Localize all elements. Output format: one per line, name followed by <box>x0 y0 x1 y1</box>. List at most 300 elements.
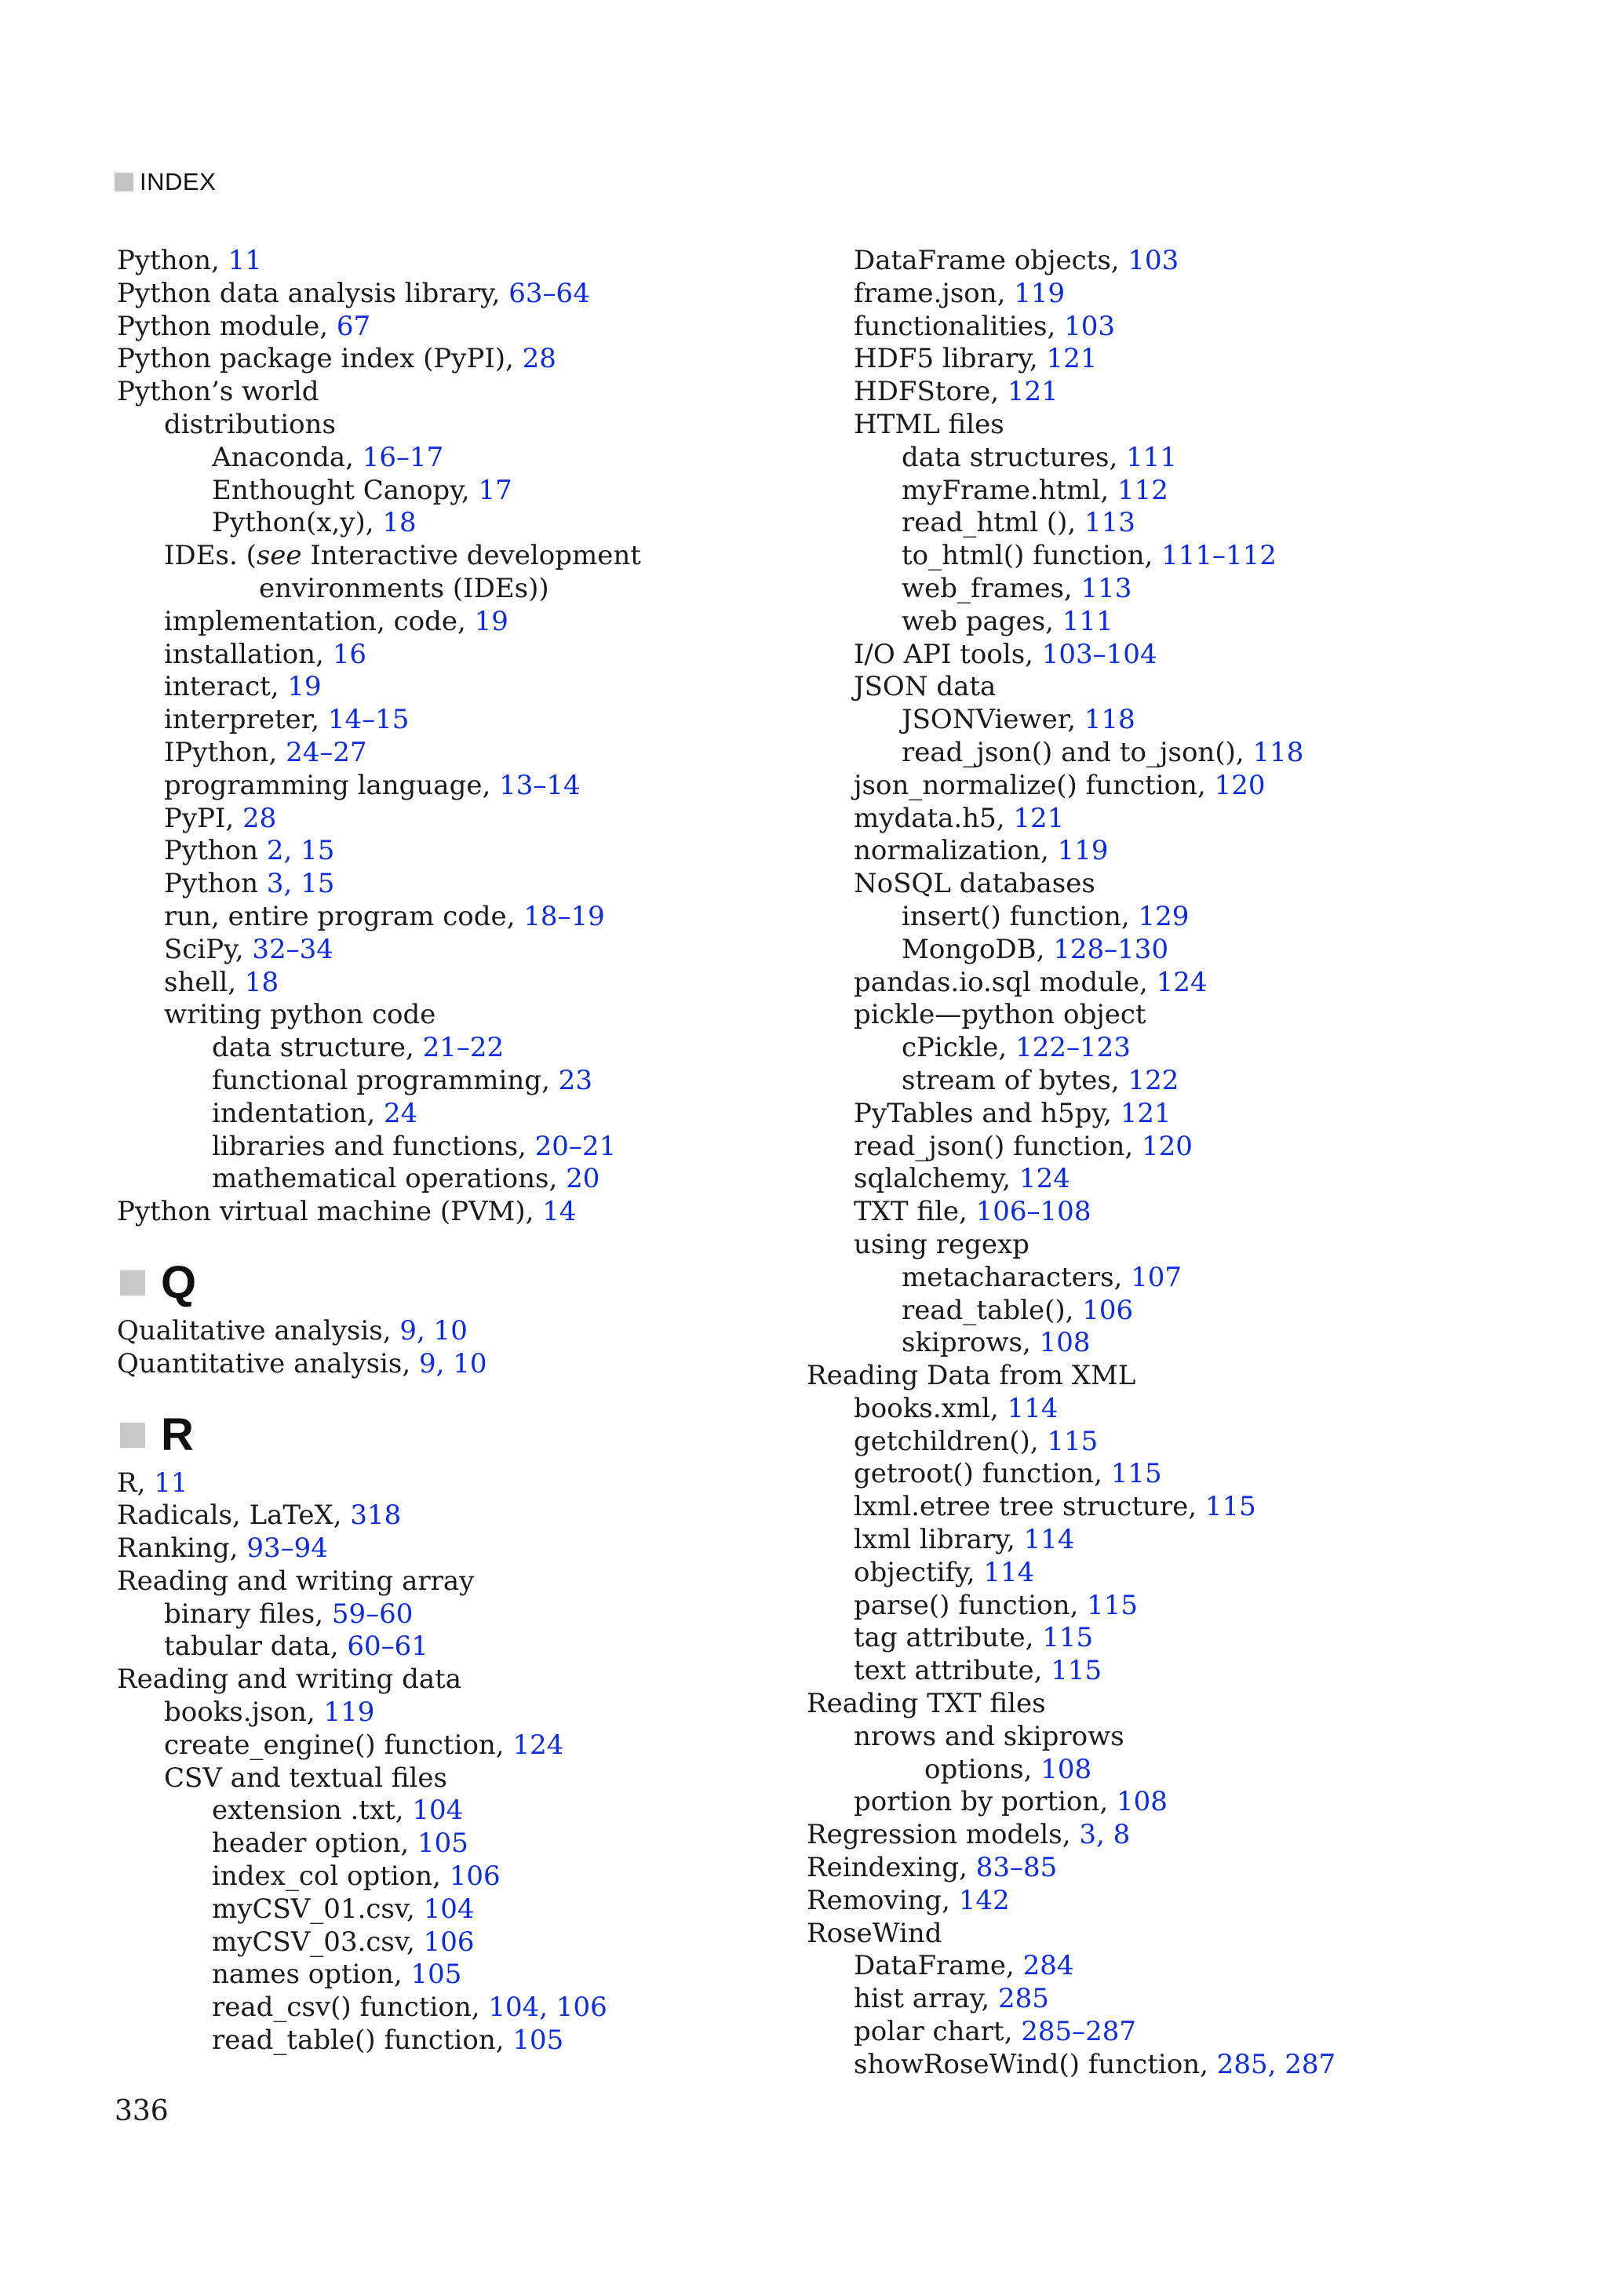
page-reference-link[interactable]: 111–112 <box>1161 540 1277 572</box>
page-reference-link[interactable]: 114 <box>1007 1392 1059 1424</box>
index-entry <box>117 1828 807 1860</box>
page-reference-link[interactable]: 285 <box>998 1983 1049 2015</box>
index-term: Radicals, LaTeX, <box>117 1500 351 1532</box>
page-reference-link[interactable]: 67 <box>336 310 371 342</box>
page-reference-link[interactable]: 105 <box>417 1828 468 1860</box>
index-entry <box>807 1032 1497 1065</box>
index-term: Reading and writing array <box>117 1565 475 1597</box>
index-entry <box>117 507 807 540</box>
page-reference-link[interactable]: 129 <box>1138 900 1190 932</box>
index-entry <box>117 999 807 1032</box>
page-reference-link[interactable]: 11 <box>154 1467 188 1499</box>
index-term: indentation, <box>212 1097 384 1129</box>
index-entry <box>807 1393 1497 1426</box>
index-term: Python(x,y), <box>212 507 383 539</box>
page-reference-link[interactable]: 118 <box>1252 736 1304 768</box>
index-entry <box>117 1992 807 2024</box>
page-reference-link[interactable]: 115 <box>1204 1491 1256 1523</box>
index-entry <box>117 1696 807 1729</box>
page-reference-link[interactable]: 24–27 <box>286 736 367 768</box>
section-letter: R <box>161 1409 194 1460</box>
index-term: HTML files <box>854 408 1004 440</box>
page-reference-link[interactable]: 17 <box>478 474 512 506</box>
index-entry <box>117 1893 807 1926</box>
page-reference-link[interactable]: 112 <box>1117 474 1168 506</box>
section-heading-q <box>117 1240 807 1315</box>
index-term: myCSV_03.csv, <box>212 1926 424 1958</box>
index-term: DataFrame, <box>854 1950 1023 1982</box>
section-letter: Q <box>161 1257 197 1309</box>
index-entry <box>807 1819 1497 1852</box>
page-reference-link[interactable]: 23 <box>558 1064 592 1096</box>
index-entry <box>807 376 1497 409</box>
index-term: binary files, <box>164 1598 332 1630</box>
index-term: index_col option, <box>212 1860 450 1893</box>
index-entry <box>117 934 807 967</box>
index-term: read_table() function, <box>212 2024 513 2057</box>
index-entry <box>807 671 1497 704</box>
page-reference-link[interactable]: 108 <box>1040 1753 1092 1785</box>
index-term: parse() function, <box>854 1589 1088 1621</box>
page-reference-link[interactable]: 63–64 <box>508 277 590 309</box>
index-entry <box>807 639 1497 672</box>
index-term: JSON data <box>854 671 997 703</box>
index-term: read_html (), <box>902 507 1085 539</box>
page-reference-link[interactable]: 285, 287 <box>1216 2048 1336 2080</box>
page-reference-link[interactable]: 19 <box>474 605 508 637</box>
page-number: 336 <box>115 2095 169 2127</box>
index-entry <box>807 1754 1497 1787</box>
index-term: insert() function, <box>902 900 1139 932</box>
index-term: RoseWind <box>807 1917 942 1949</box>
index-term: run, entire program code, <box>164 900 524 932</box>
index-term: IDEs. (see Interactive development <box>164 540 641 572</box>
index-entry <box>807 1786 1497 1819</box>
page-reference-link[interactable]: 104 <box>412 1795 464 1827</box>
index-entry <box>117 409 807 442</box>
index-entry <box>117 1098 807 1131</box>
page-reference-link[interactable]: 115 <box>1051 1655 1102 1687</box>
index-entry <box>807 1163 1497 1196</box>
page-reference-link[interactable]: 28 <box>522 343 556 375</box>
index-entry <box>807 704 1497 737</box>
index-term: Python, <box>117 245 228 276</box>
index-term: Python package index (PyPI), <box>117 343 523 375</box>
page-reference-link[interactable]: 32–34 <box>252 933 333 965</box>
index-entry <box>807 868 1497 901</box>
index-entry <box>807 1688 1497 1721</box>
index-term: read_table(), <box>902 1294 1083 1326</box>
index-entry <box>117 376 807 409</box>
index-entry <box>117 1500 807 1532</box>
index-entry <box>117 1631 807 1664</box>
index-entry <box>117 1032 807 1065</box>
index-term: mydata.h5, <box>854 802 1014 834</box>
page-reference-link[interactable]: 285–287 <box>1021 2016 1136 2048</box>
page-reference-link[interactable]: 16–17 <box>362 441 444 473</box>
page-reference-link[interactable]: 106 <box>423 1926 475 1958</box>
index-entry <box>117 1467 807 1500</box>
page-reference-link[interactable]: 103–104 <box>1041 638 1157 670</box>
index-entry <box>807 343 1497 376</box>
index-entry <box>807 1557 1497 1590</box>
index-entry <box>807 1196 1497 1229</box>
index-term: Reading Data from XML <box>807 1360 1136 1392</box>
index-entry <box>807 999 1497 1032</box>
index-term: web_frames, <box>902 572 1081 604</box>
page-reference-link[interactable]: 18 <box>382 507 417 539</box>
section-heading-r <box>117 1392 807 1467</box>
page-reference-link[interactable]: 3, 8 <box>1079 1819 1131 1851</box>
index-term: HDF5 library, <box>854 343 1047 375</box>
index-entry <box>807 475 1497 508</box>
index-term: Python <box>164 835 267 867</box>
index-entry <box>807 1426 1497 1459</box>
page-reference-link[interactable]: 106 <box>449 1860 501 1893</box>
index-term: functionalities, <box>854 310 1065 342</box>
page-reference-link[interactable]: 115 <box>1047 1425 1099 1457</box>
index-entry <box>807 835 1497 868</box>
right-index-column <box>807 245 1497 2082</box>
index-entry <box>117 639 807 672</box>
index-term: interpreter, <box>164 704 328 736</box>
page-reference-link[interactable]: 121 <box>1046 343 1098 375</box>
index-term: IPython, <box>164 736 286 768</box>
index-term: cPickle, <box>902 1032 1016 1064</box>
index-entry <box>807 1098 1497 1131</box>
index-entry <box>117 442 807 475</box>
index-entry <box>117 1795 807 1828</box>
page-reference-link[interactable]: 18 <box>244 966 279 998</box>
page-reference-link[interactable]: 105 <box>512 2024 564 2057</box>
index-term: Python data analysis library, <box>117 277 509 309</box>
index-entry <box>807 1360 1497 1393</box>
index-term: mathematical operations, <box>212 1163 567 1195</box>
page-reference-link[interactable]: 124 <box>512 1729 564 1761</box>
index-term: skiprows, <box>902 1327 1040 1359</box>
index-term: myCSV_01.csv, <box>212 1893 424 1925</box>
index-entry <box>807 409 1497 442</box>
page-reference-link[interactable]: 318 <box>350 1500 402 1532</box>
page-reference-link[interactable]: 115 <box>1042 1622 1094 1654</box>
index-term: PyPI, <box>164 802 243 834</box>
index-entry <box>117 1315 807 1348</box>
index-term: Qualitative analysis, <box>117 1314 400 1347</box>
index-entry <box>117 704 807 737</box>
index-term: PyTables and h5py, <box>854 1097 1121 1129</box>
index-entry <box>807 1131 1497 1164</box>
index-term: nrows and skiprows <box>854 1720 1124 1752</box>
index-term: options, <box>924 1753 1041 1785</box>
index-term: getchildren(), <box>854 1425 1048 1457</box>
page-reference-link[interactable]: 115 <box>1087 1589 1139 1621</box>
index-term: installation, <box>164 638 333 670</box>
index-entry <box>807 1655 1497 1688</box>
index-term: sqlalchemy, <box>854 1163 1019 1195</box>
page-reference-link[interactable]: 120 <box>1142 1130 1193 1162</box>
index-entry <box>117 1729 807 1762</box>
page-reference-link[interactable]: 121 <box>1013 802 1065 834</box>
index-term: json_normalize() function, <box>854 769 1215 801</box>
index-entry <box>807 1950 1497 1983</box>
index-entry <box>807 1852 1497 1885</box>
page-reference-link[interactable]: 13–14 <box>499 769 581 801</box>
index-entry <box>117 835 807 868</box>
page-reference-link[interactable]: 119 <box>1057 835 1109 867</box>
index-term: normalization, <box>854 835 1058 867</box>
index-entry <box>807 1262 1497 1295</box>
index-term: names option, <box>212 1959 411 1991</box>
index-term: Reading TXT files <box>807 1688 1046 1720</box>
index-entry <box>807 540 1497 573</box>
index-term: hist array, <box>854 1983 999 2015</box>
index-entry <box>807 770 1497 803</box>
page-reference-link[interactable]: 14–15 <box>327 704 410 736</box>
page-reference-link[interactable]: 124 <box>1156 966 1208 998</box>
index-term: CSV and textual files <box>164 1762 448 1794</box>
index-term: libraries and functions, <box>212 1130 535 1162</box>
index-entry <box>117 245 807 278</box>
page-reference-link[interactable]: 121 <box>1007 376 1059 408</box>
page-reference-link[interactable]: 104 <box>423 1893 475 1925</box>
page-reference-link[interactable]: 104, 106 <box>488 1992 607 2024</box>
index-term: interact, <box>164 671 288 703</box>
index-term: create_engine() function, <box>164 1729 513 1761</box>
page-reference-link[interactable]: 60–61 <box>347 1631 428 1663</box>
index-entry <box>807 606 1497 639</box>
index-entry <box>117 868 807 901</box>
index-term: portion by portion, <box>854 1786 1117 1818</box>
page-reference-link[interactable]: 83–85 <box>975 1852 1058 1884</box>
page-reference-link[interactable]: 24 <box>384 1097 418 1129</box>
index-entry <box>117 1598 807 1631</box>
page-reference-link[interactable]: 113 <box>1080 572 1132 604</box>
index-term: environments (IDEs)) <box>259 572 549 604</box>
index-entry <box>117 540 807 573</box>
index-term: writing python code <box>164 999 436 1031</box>
index-entry <box>807 934 1497 967</box>
index-entry <box>117 770 807 803</box>
index-entry <box>117 573 807 606</box>
index-term: Removing, <box>807 1884 959 1916</box>
section-square-icon <box>120 1270 145 1296</box>
page-reference-link[interactable]: 284 <box>1022 1950 1074 1982</box>
index-entry <box>117 1348 807 1381</box>
page-reference-link[interactable]: 111 <box>1062 605 1113 637</box>
index-entry <box>807 1327 1497 1360</box>
index-entry <box>807 311 1497 344</box>
index-term: Python module, <box>117 310 337 342</box>
index-term: pickle—python object <box>854 999 1146 1031</box>
page-reference-link[interactable]: 28 <box>242 802 277 834</box>
index-entry <box>117 1664 807 1696</box>
index-term: read_csv() function, <box>212 1992 489 2024</box>
index-term: JSONViewer, <box>902 704 1084 736</box>
index-entry <box>117 278 807 311</box>
page-reference-link[interactable]: 122 <box>1128 1064 1179 1096</box>
index-term: getroot() function, <box>854 1458 1111 1490</box>
index-term: read_json() function, <box>854 1130 1142 1162</box>
index-term: showRoseWind() function, <box>854 2048 1217 2080</box>
page-reference-link[interactable]: 119 <box>1014 277 1066 309</box>
page-reference-link[interactable]: 106–108 <box>975 1196 1091 1228</box>
page-reference-link[interactable]: 14 <box>542 1196 577 1228</box>
index-entry <box>117 671 807 704</box>
index-entry <box>117 1860 807 1893</box>
index-entry <box>807 2049 1497 2082</box>
index-entry <box>117 2024 807 2057</box>
page-reference-link[interactable]: 115 <box>1110 1458 1162 1490</box>
page-reference-link[interactable]: 103 <box>1128 245 1179 276</box>
index-entry <box>117 1065 807 1098</box>
index-term: objectify, <box>854 1556 984 1588</box>
index-term: header option, <box>212 1828 417 1860</box>
page-reference-link[interactable]: 9, 10 <box>399 1314 468 1347</box>
index-term: DataFrame objects, <box>854 245 1128 276</box>
index-term: NoSQL databases <box>854 868 1095 900</box>
page-reference-link[interactable]: 20 <box>566 1163 600 1195</box>
index-entry <box>807 1229 1497 1262</box>
index-term: lxml.etree tree structure, <box>854 1491 1205 1523</box>
index-term: shell, <box>164 966 245 998</box>
index-entry <box>117 803 807 836</box>
index-term: to_html() function, <box>902 540 1162 572</box>
page-reference-link[interactable]: 18–19 <box>523 900 605 932</box>
index-term: tag attribute, <box>854 1622 1043 1654</box>
index-entry <box>117 606 807 639</box>
index-term: programming language, <box>164 769 500 801</box>
index-term: Anaconda, <box>212 441 363 473</box>
index-term: using regexp <box>854 1228 1029 1260</box>
index-term: frame.json, <box>854 277 1015 309</box>
index-term: data structure, <box>212 1032 423 1064</box>
index-entry <box>117 1762 807 1795</box>
page-reference-link[interactable]: 121 <box>1120 1097 1172 1129</box>
index-entry <box>807 967 1497 1000</box>
index-term: polar chart, <box>854 2016 1022 2048</box>
index-term: read_json() and to_json(), <box>902 736 1253 768</box>
page-reference-link[interactable]: 119 <box>323 1696 375 1729</box>
index-entry <box>117 1565 807 1598</box>
index-term: stream of bytes, <box>902 1064 1128 1096</box>
left-index-column <box>117 245 807 2057</box>
running-header <box>115 168 216 196</box>
index-term: Python virtual machine (PVM), <box>117 1196 543 1228</box>
index-term: data structures, <box>902 441 1127 473</box>
index-term: extension .txt, <box>212 1795 413 1827</box>
index-entry <box>117 967 807 1000</box>
index-term: I/O API tools, <box>854 638 1042 670</box>
index-entry <box>117 737 807 770</box>
index-entry <box>807 1491 1497 1524</box>
page-reference-link[interactable]: 108 <box>1039 1327 1091 1359</box>
page-reference-link[interactable]: 128–130 <box>1053 933 1169 965</box>
index-entry <box>117 1163 807 1196</box>
index-entry <box>117 1959 807 1992</box>
index-entry <box>807 1524 1497 1557</box>
header-label: INDEX <box>140 168 217 195</box>
section-square-icon <box>120 1423 145 1448</box>
index-entry <box>807 442 1497 475</box>
index-term: Reading and writing data <box>117 1664 462 1696</box>
index-entry <box>807 245 1497 278</box>
index-term: functional programming, <box>212 1064 559 1096</box>
index-term: books.json, <box>164 1696 324 1729</box>
page-reference-link[interactable]: 21–22 <box>422 1032 505 1064</box>
index-term: Python <box>164 868 267 900</box>
page-reference-link[interactable]: 93–94 <box>246 1532 328 1565</box>
page-reference-link[interactable]: 103 <box>1064 310 1115 342</box>
index-entry <box>117 901 807 934</box>
index-term: Python’s world <box>117 376 319 408</box>
index-entry <box>117 1532 807 1565</box>
index-term: SciPy, <box>164 933 253 965</box>
page-reference-link[interactable]: 142 <box>958 1884 1010 1916</box>
index-term: lxml library, <box>854 1524 1024 1556</box>
index-term: books.xml, <box>854 1392 1008 1424</box>
page-reference-link[interactable]: 20–21 <box>534 1130 617 1162</box>
page-reference-link[interactable]: 114 <box>1023 1524 1075 1556</box>
index-term: text attribute, <box>854 1655 1051 1687</box>
page-reference-link[interactable]: 114 <box>983 1556 1035 1588</box>
index-entry <box>117 343 807 376</box>
index-term: web pages, <box>902 605 1062 637</box>
page-reference-link[interactable]: 2, 15 <box>266 835 335 867</box>
page-reference-link[interactable]: 16 <box>332 638 366 670</box>
index-entry <box>807 1458 1497 1491</box>
page-reference-link[interactable]: 3, 15 <box>266 868 335 900</box>
index-term: R, <box>117 1467 155 1499</box>
page-reference-link[interactable]: 107 <box>1131 1261 1182 1293</box>
index-entry <box>117 475 807 508</box>
index-term: metacharacters, <box>902 1261 1131 1293</box>
index-entry <box>807 573 1497 606</box>
page-reference-link[interactable]: 108 <box>1117 1786 1168 1818</box>
page-reference-link[interactable]: 118 <box>1084 704 1135 736</box>
index-entry <box>807 901 1497 934</box>
index-entry <box>807 507 1497 540</box>
page-reference-link[interactable]: 11 <box>228 245 262 276</box>
page-reference-link[interactable]: 111 <box>1126 441 1177 473</box>
index-entry <box>807 1721 1497 1754</box>
index-term: Quantitative analysis, <box>117 1347 419 1379</box>
page-reference-link[interactable]: 113 <box>1084 507 1135 539</box>
page-reference-link[interactable]: 122–123 <box>1015 1032 1131 1064</box>
page-reference-link[interactable]: 124 <box>1018 1163 1070 1195</box>
index-term: Ranking, <box>117 1532 247 1565</box>
page-reference-link[interactable]: 105 <box>410 1959 462 1991</box>
page-reference-link[interactable]: 59–60 <box>331 1598 414 1630</box>
index-term: HDFStore, <box>854 376 1008 408</box>
index-entry <box>807 278 1497 311</box>
index-entry <box>807 737 1497 770</box>
header-square-icon <box>115 173 133 191</box>
index-term: Reindexing, <box>807 1852 976 1884</box>
index-term: distributions <box>164 408 336 440</box>
index-entry <box>117 1131 807 1164</box>
page-reference-link[interactable]: 19 <box>287 671 322 703</box>
page-reference-link[interactable]: 106 <box>1082 1294 1134 1326</box>
page-reference-link[interactable]: 9, 10 <box>419 1347 487 1379</box>
page-reference-link[interactable]: 120 <box>1214 769 1266 801</box>
index-term: tabular data, <box>164 1631 348 1663</box>
index-entry <box>117 1196 807 1229</box>
index-term: Enthought Canopy, <box>212 474 479 506</box>
index-term: implementation, code, <box>164 605 475 637</box>
index-entry <box>807 1885 1497 1918</box>
index-entry <box>807 2016 1497 2049</box>
index-term: Regression models, <box>807 1819 1080 1851</box>
